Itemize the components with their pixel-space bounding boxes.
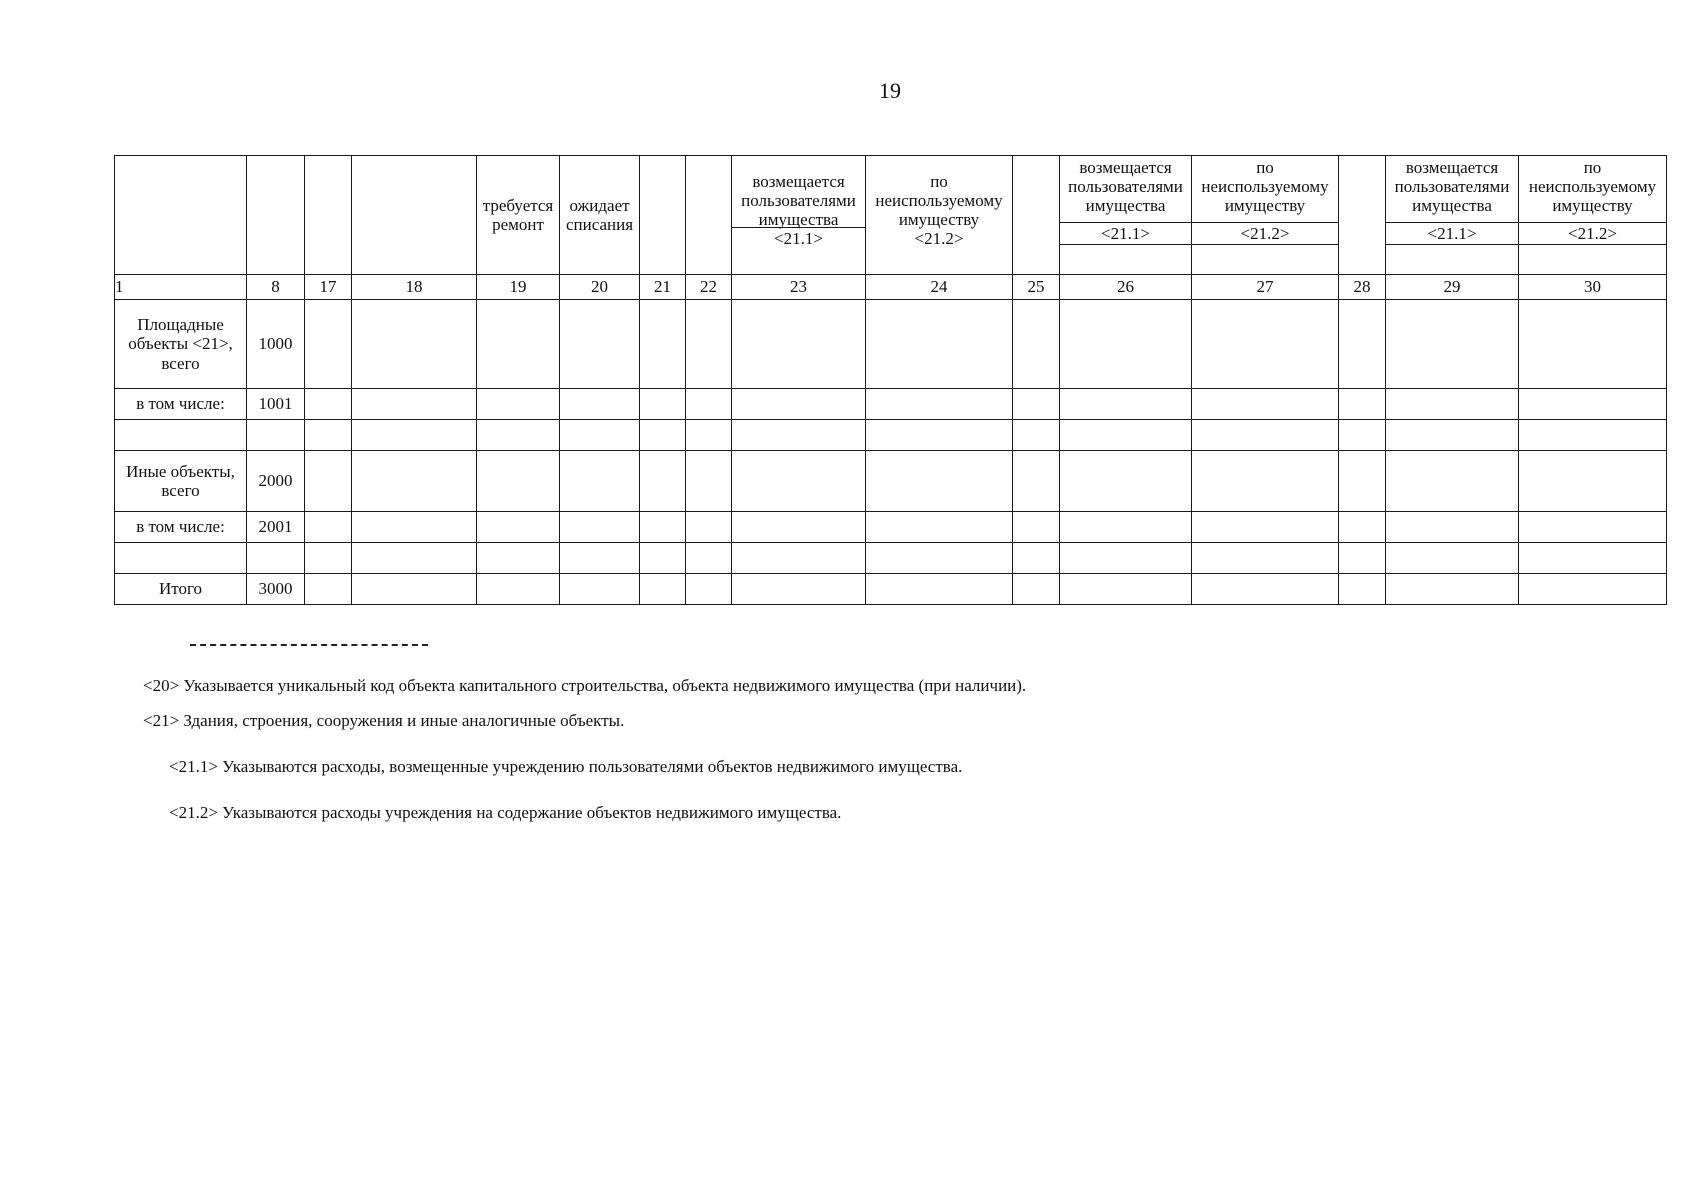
column-number: 26 xyxy=(1060,275,1192,300)
table-cell xyxy=(866,300,1013,389)
table-cell xyxy=(1339,389,1386,420)
table-cell xyxy=(352,574,477,605)
column-number: 27 xyxy=(1192,275,1339,300)
table-cell xyxy=(1060,543,1192,574)
table-cell xyxy=(686,389,732,420)
row-label: Площадные объекты <21>, всего xyxy=(115,300,247,389)
table-cell xyxy=(866,543,1013,574)
table-row xyxy=(115,512,1667,543)
column-number: 24 xyxy=(866,275,1013,300)
header-27-blank xyxy=(1192,244,1338,268)
column-number: 18 xyxy=(352,275,477,300)
table-cell xyxy=(352,512,477,543)
table-cell xyxy=(477,512,560,543)
table-cell xyxy=(732,420,866,451)
table-cell xyxy=(1519,543,1667,574)
table-cell xyxy=(1192,574,1339,605)
table-cell xyxy=(732,389,866,420)
header-row xyxy=(115,156,1667,275)
table-cell xyxy=(732,300,866,389)
table-cell xyxy=(686,420,732,451)
table-cell xyxy=(352,389,477,420)
table-cell xyxy=(640,451,686,512)
table-cell xyxy=(352,300,477,389)
table-cell xyxy=(1192,543,1339,574)
table-cell xyxy=(1519,300,1667,389)
row-code xyxy=(247,543,305,574)
table-cell xyxy=(686,300,732,389)
header-cell-8 xyxy=(247,156,305,275)
column-number-row xyxy=(115,275,1667,300)
table-cell xyxy=(560,420,640,451)
table-row xyxy=(115,451,1667,512)
row-label: Итого xyxy=(115,574,247,605)
column-number: 28 xyxy=(1339,275,1386,300)
table-cell xyxy=(1386,300,1519,389)
footnote-21-1: <21.1> Указываются расходы, возмещенные учреждению пользователями объектов недвижимого имущества. xyxy=(169,757,963,776)
table-cell xyxy=(305,512,352,543)
property-expenses-table xyxy=(114,155,1667,605)
header-29-text: возмещается пользователями имущества xyxy=(1394,158,1510,216)
table-cell xyxy=(1060,420,1192,451)
table-cell xyxy=(1060,451,1192,512)
table-cell xyxy=(352,420,477,451)
table-cell xyxy=(352,451,477,512)
table-cell xyxy=(640,420,686,451)
table-cell xyxy=(1192,512,1339,543)
table-cell xyxy=(1192,300,1339,389)
table-body xyxy=(115,300,1667,605)
row-code: 1000 xyxy=(247,300,305,389)
table-cell xyxy=(1192,420,1339,451)
page-number: 19 xyxy=(879,78,901,103)
table-cell xyxy=(1339,420,1386,451)
table-cell xyxy=(1386,543,1519,574)
table-cell xyxy=(560,574,640,605)
column-number: 17 xyxy=(305,275,352,300)
table-cell xyxy=(560,512,640,543)
table-cell xyxy=(477,543,560,574)
table-cell xyxy=(477,451,560,512)
table-cell xyxy=(305,451,352,512)
header-27-text: по неиспользуемому имуществу xyxy=(1201,158,1329,216)
row-code: 2001 xyxy=(247,512,305,543)
table-cell xyxy=(1013,451,1060,512)
table-cell xyxy=(305,389,352,420)
table-cell xyxy=(1013,300,1060,389)
column-number: 21 xyxy=(640,275,686,300)
table-cell xyxy=(732,451,866,512)
table-cell xyxy=(1386,451,1519,512)
header-24-text: по неиспользуемому имуществу xyxy=(875,172,1003,230)
table-cell xyxy=(732,512,866,543)
header-cell-27 xyxy=(1192,156,1339,275)
header-cell-20: ожидает списания xyxy=(560,156,640,275)
table-cell xyxy=(1519,420,1667,451)
table-row xyxy=(115,574,1667,605)
table-cell xyxy=(640,543,686,574)
table-cell xyxy=(1339,451,1386,512)
table-cell xyxy=(640,300,686,389)
table-cell xyxy=(866,420,1013,451)
table-cell xyxy=(1192,451,1339,512)
row-label: Иные объекты, всего xyxy=(115,451,247,512)
header-cell-29 xyxy=(1386,156,1519,275)
row-code: 1001 xyxy=(247,389,305,420)
table-cell xyxy=(732,543,866,574)
header-24-ref: <21.2> xyxy=(914,229,964,249)
header-29-blank xyxy=(1386,244,1518,268)
table-cell xyxy=(1013,543,1060,574)
header-26-ref: <21.1> xyxy=(1060,222,1191,244)
table-cell xyxy=(1386,574,1519,605)
header-cell-25 xyxy=(1013,156,1060,275)
table-row xyxy=(115,420,1667,451)
header-26-text: возмещается пользователями имущества xyxy=(1068,158,1183,216)
row-label xyxy=(115,420,247,451)
header-cell-18 xyxy=(352,156,477,275)
header-30-blank xyxy=(1519,244,1666,268)
header-23-ref: <21.1> xyxy=(732,227,865,249)
column-number: 23 xyxy=(732,275,866,300)
footnote-20: <20> Указывается уникальный код объекта капитального строительства, объекта недвижимого имущества (при наличии). xyxy=(143,676,1027,695)
table-row xyxy=(115,300,1667,389)
column-number: 29 xyxy=(1386,275,1519,300)
column-number: 20 xyxy=(560,275,640,300)
table-cell xyxy=(477,300,560,389)
column-number: 19 xyxy=(477,275,560,300)
table-cell xyxy=(560,389,640,420)
header-cell-23 xyxy=(732,156,866,275)
header-27-ref: <21.2> xyxy=(1192,222,1338,244)
row-code: 2000 xyxy=(247,451,305,512)
table-cell xyxy=(866,574,1013,605)
table-cell xyxy=(305,300,352,389)
table-cell xyxy=(1519,451,1667,512)
table-cell xyxy=(1386,512,1519,543)
table-cell xyxy=(732,574,866,605)
header-cell-28 xyxy=(1339,156,1386,275)
table-row xyxy=(115,389,1667,420)
row-label: в том числе: xyxy=(115,512,247,543)
table-cell xyxy=(305,543,352,574)
table-cell xyxy=(1339,300,1386,389)
table-cell xyxy=(477,574,560,605)
column-number: 22 xyxy=(686,275,732,300)
header-cell-1 xyxy=(115,156,247,275)
header-29-ref: <21.1> xyxy=(1386,222,1518,244)
column-number: 25 xyxy=(1013,275,1060,300)
table-cell xyxy=(1339,574,1386,605)
table-cell xyxy=(1519,512,1667,543)
table-cell xyxy=(866,389,1013,420)
table-cell xyxy=(640,574,686,605)
table-cell xyxy=(1339,512,1386,543)
footnote-21-2: <21.2> Указываются расходы учреждения на содержание объектов недвижимого имущества. xyxy=(169,803,842,822)
table-cell xyxy=(1519,574,1667,605)
table-cell xyxy=(352,543,477,574)
table-cell xyxy=(1013,389,1060,420)
table-cell xyxy=(560,300,640,389)
header-cell-26 xyxy=(1060,156,1192,275)
header-cell-19: требуется ремонт xyxy=(477,156,560,275)
table-cell xyxy=(686,543,732,574)
row-label xyxy=(115,543,247,574)
header-26-blank xyxy=(1060,244,1191,268)
table-cell xyxy=(1013,512,1060,543)
table-cell xyxy=(477,389,560,420)
table-cell xyxy=(1060,512,1192,543)
table-cell xyxy=(1060,300,1192,389)
header-cell-24 xyxy=(866,156,1013,275)
table-cell xyxy=(305,574,352,605)
table-cell xyxy=(477,420,560,451)
header-23-text: возмещается пользователями имущества xyxy=(741,172,856,230)
table-cell xyxy=(1013,420,1060,451)
column-number: 30 xyxy=(1519,275,1667,300)
table-cell xyxy=(866,512,1013,543)
header-30-ref: <21.2> xyxy=(1519,222,1666,244)
table-cell xyxy=(560,543,640,574)
footnote-21: <21> Здания, строения, сооружения и иные аналогичные объекты. xyxy=(143,711,625,730)
column-number: 1 xyxy=(115,275,247,300)
column-number: 8 xyxy=(247,275,305,300)
row-label: в том числе: xyxy=(115,389,247,420)
table-row xyxy=(115,543,1667,574)
header-cell-30 xyxy=(1519,156,1667,275)
table-cell xyxy=(640,512,686,543)
footnote-separator xyxy=(190,644,428,646)
row-code xyxy=(247,420,305,451)
table-cell xyxy=(640,389,686,420)
table-cell xyxy=(686,512,732,543)
row-code: 3000 xyxy=(247,574,305,605)
header-cell-17 xyxy=(305,156,352,275)
table-cell xyxy=(1060,574,1192,605)
table-cell xyxy=(1192,389,1339,420)
table-cell xyxy=(1013,574,1060,605)
header-cell-21 xyxy=(640,156,686,275)
table-cell xyxy=(1386,420,1519,451)
table-cell xyxy=(1060,389,1192,420)
table-cell xyxy=(686,451,732,512)
table-cell xyxy=(1519,389,1667,420)
table-cell xyxy=(1339,543,1386,574)
header-30-text: по неиспользуемому имуществу xyxy=(1528,158,1657,216)
table-cell xyxy=(560,451,640,512)
table-cell xyxy=(1386,389,1519,420)
header-cell-22 xyxy=(686,156,732,275)
table-cell xyxy=(866,451,1013,512)
table-cell xyxy=(686,574,732,605)
table-cell xyxy=(305,420,352,451)
